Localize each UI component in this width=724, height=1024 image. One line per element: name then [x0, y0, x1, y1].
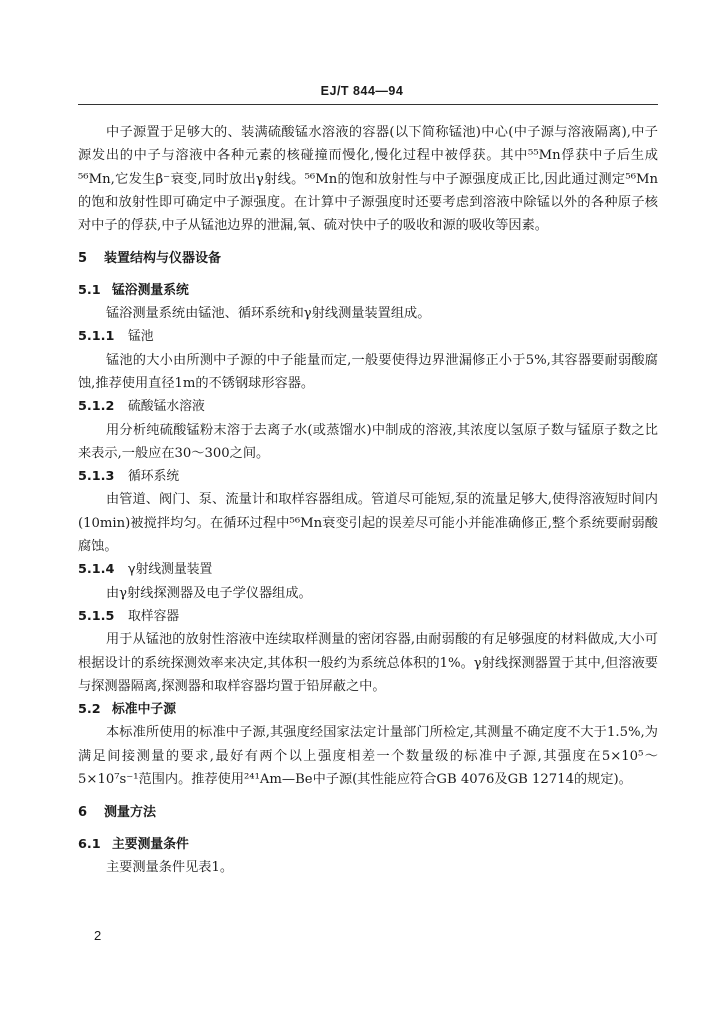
- section-title: 主要测量条件: [112, 836, 189, 852]
- section-title: 硫酸锰水溶液: [128, 399, 205, 415]
- section-5-1-5-text: 用于从锰池的放射性溶液中连续取样测量的密闭容器,由耐弱酸的有足够强度的材料做成,大小可根据设计的系统探测效率来决定,其体积一般约为系统总体积的1%。γ射线探测器置于其中,但溶液要与探测器隔离,探测器和取样容器均置于铅屏蔽之中。: [78, 632, 658, 694]
- section-title: 测量方法: [104, 805, 157, 821]
- intro-paragraph: 中子源置于足够大的、装满硫酸锰水溶液的容器(以下简称锰池)中心(中子源与溶液隔离),中子源发出的中子与溶液中各种元素的核碰撞而慢化,慢化过程中被俘获。其中⁵⁵Mn俘获中子后生成⁵⁶Mn,它发生β⁻衰变,同时放出γ射线。⁵⁶Mn的饱和放射性与中子源强度成正比,因此通过测定⁵⁶Mn的饱和放射性即可确定中子源强度。在计算中子源强度时还要考虑到溶液中除锰以外的各种原子核对中子的俘获,中子从锰池边界的泄漏,氧、硫对快中子的吸收和源的吸收等因素。: [78, 125, 658, 234]
- section-title: 锰浴测量系统: [112, 282, 189, 298]
- section-number: 6.1: [78, 836, 101, 852]
- section-title: 装置结构与仪器设备: [104, 251, 222, 267]
- section-title: 取样容器: [128, 608, 180, 624]
- section-5-1-heading: [78, 279, 658, 302]
- section-number: 5.1.5: [78, 608, 115, 624]
- section-title: γ射线测量装置: [128, 562, 213, 578]
- section-5-1-1-heading: [78, 325, 658, 348]
- document-body: [78, 121, 658, 879]
- section-number: 5: [78, 251, 88, 267]
- section-5-1-5-heading: [78, 605, 658, 628]
- section-number: 5.1.1: [78, 329, 115, 345]
- section-5-1-2-heading: [78, 395, 658, 418]
- section-5-2-heading: [78, 698, 658, 721]
- section-number: 6: [78, 805, 88, 821]
- section-6-1-heading: [78, 833, 658, 856]
- section-title: 循环系统: [128, 469, 180, 485]
- section-title: 标准中子源: [112, 702, 176, 718]
- section-number: 5.2: [78, 702, 101, 718]
- section-5-1-3-heading: [78, 465, 658, 488]
- section-5-1-4-text: 由γ射线探测器及电子学仪器组成。: [106, 585, 312, 601]
- section-5-1-4-heading: [78, 558, 658, 581]
- page-header-standard-code: EJ/T 844—94: [320, 84, 404, 98]
- section-5-1-text: 锰浴测量系统由锰池、循环系统和γ射线测量装置组成。: [106, 306, 431, 322]
- section-5-heading: [78, 237, 658, 278]
- section-5-1-3-text: 由管道、阀门、泵、流量计和取样容器组成。管道尽可能短,泵的流量足够大,使得溶液短时间内(10min)被搅拌均匀。在循环过程中⁵⁶Mn衰变引起的误差尽可能小并能准确修正,整个系统要耐弱酸腐蚀。: [78, 492, 658, 555]
- section-5-1-2-text: 用分析纯硫酸锰粉末溶于去离子水(或蒸馏水)中制成的溶液,其浓度以氢原子数与锰原子数之比来表示,一般应在30～300之间。: [78, 422, 658, 461]
- section-title: 锰池: [128, 329, 154, 345]
- page-number: 2: [94, 928, 102, 943]
- section-6-1-text: 主要测量条件见表1。: [106, 859, 234, 875]
- section-number: 5.1.2: [78, 399, 115, 415]
- section-number: 5.1.4: [78, 562, 115, 578]
- section-number: 5.1: [78, 282, 101, 298]
- section-number: 5.1.3: [78, 469, 115, 485]
- section-5-2-text: 本标准所使用的标准中子源,其强度经国家法定计量部门所检定,其测量不确定度不大于1.5%,为满足间接测量的要求,最好有两个以上强度相差一个数量级的标准中子源,其强度在5×10⁵～5×10⁷s⁻¹范围内。推荐使用²⁴¹Am—Be中子源(其性能应符合GB 4076及GB 12714的规定)。: [78, 725, 658, 788]
- section-6-heading: [78, 791, 658, 832]
- section-5-1-1-text: 锰池的大小由所测中子源的中子能量而定,一般要使得边界泄漏修正小于5%,其容器要耐弱酸腐蚀,推荐使用直径1m的不锈钢球形容器。: [78, 352, 658, 391]
- header-divider: [78, 104, 658, 105]
